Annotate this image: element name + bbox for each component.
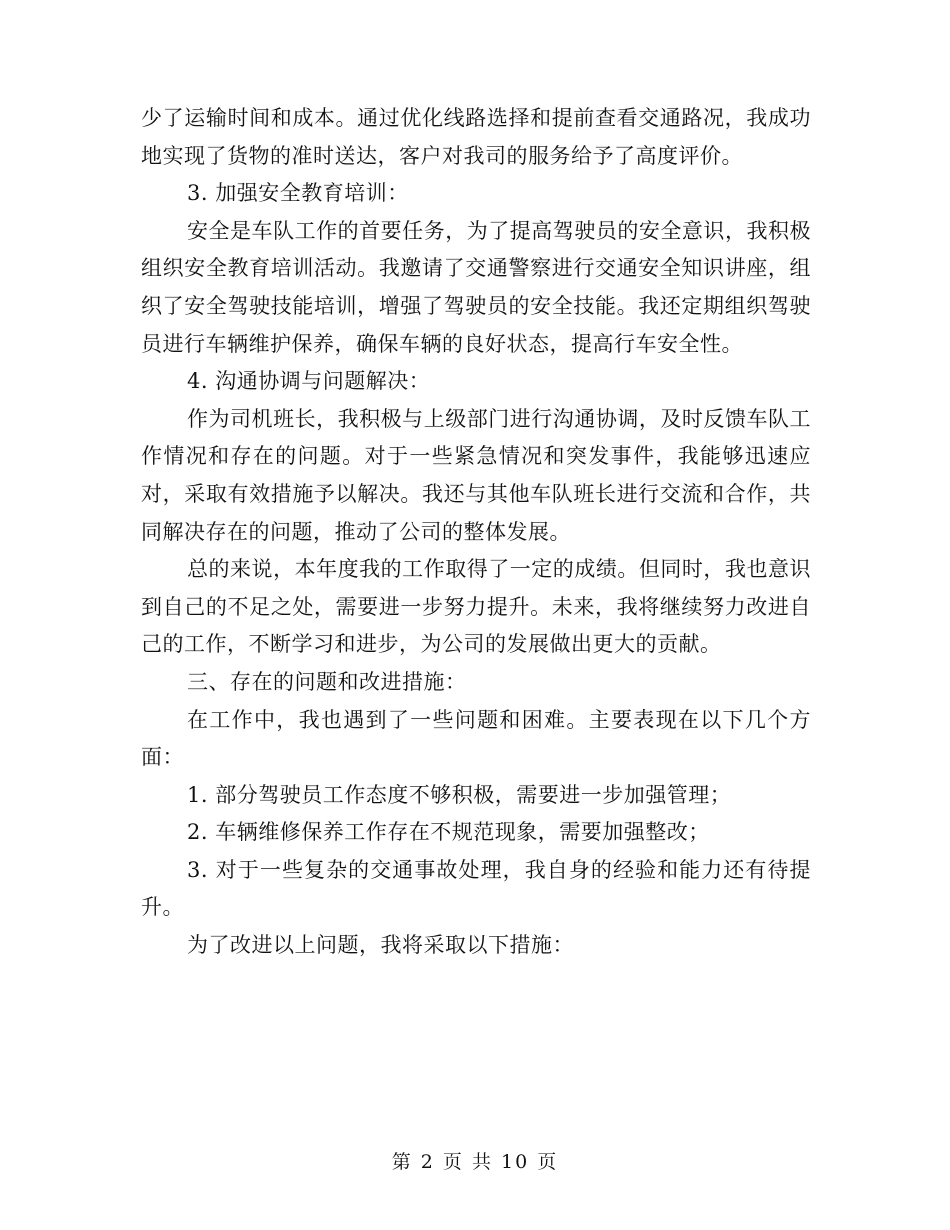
paragraph-communication: 作为司机班长，我积极与上级部门进行沟通协调，及时反馈车队工作情况和存在的问题。对于一些紧急情况和突发事件，我能够迅速应对，采取有效措施予以解决。我还与其他车队班长进行交流和合作，共同解决存在的问题，推动了公司的整体发展。 xyxy=(141,406,811,544)
document-body xyxy=(141,100,811,965)
paragraph-continuation: 少了运输时间和成本。通过优化线路选择和提前查看交通路况，我成功地实现了货物的准时送达，客户对我司的服务给予了高度评价。 xyxy=(141,106,811,168)
paragraph-summary: 总的来说，本年度我的工作取得了一定的成绩。但同时，我也意识到自己的不足之处，需要进一步努力提升。未来，我将继续努力改进自己的工作，不断学习和进步，为公司的发展做出更大的贡献。 xyxy=(141,557,811,657)
paragraph-measures-intro: 为了改进以上问题，我将采取以下措施： xyxy=(187,933,574,958)
paragraph-problems-intro: 在工作中，我也遇到了一些问题和困难。主要表现在以下几个方面： xyxy=(141,707,811,770)
problem-item-3: 3. 对于一些复杂的交通事故处理，我自身的经验和能力还有待提升。 xyxy=(141,857,811,920)
paragraph-safety-training: 安全是车队工作的首要任务，为了提高驾驶员的安全意识，我积极组织安全教育培训活动。我邀请了交通警察进行交通安全知识讲座，组织了安全驾驶技能培训，增强了驾驶员的安全技能。我还定期组织驾驶员进行车辆维护保养，确保车辆的良好状态，提高行车安全性。 xyxy=(141,218,811,356)
heading-item-3: 3. 加强安全教育培训： xyxy=(187,181,409,206)
heading-item-4: 4. 沟通协调与问题解决： xyxy=(187,369,431,394)
problem-item-1: 1. 部分驾驶员工作态度不够积极，需要进一步加强管理； xyxy=(187,782,732,807)
page-number-footer: 第 2 页 共 10 页 xyxy=(391,1151,559,1173)
problem-item-2: 2. 车辆维修保养工作存在不规范现象，需要加强整改； xyxy=(187,820,710,845)
section-heading-problems: 三、存在的问题和改进措施： xyxy=(187,669,467,694)
